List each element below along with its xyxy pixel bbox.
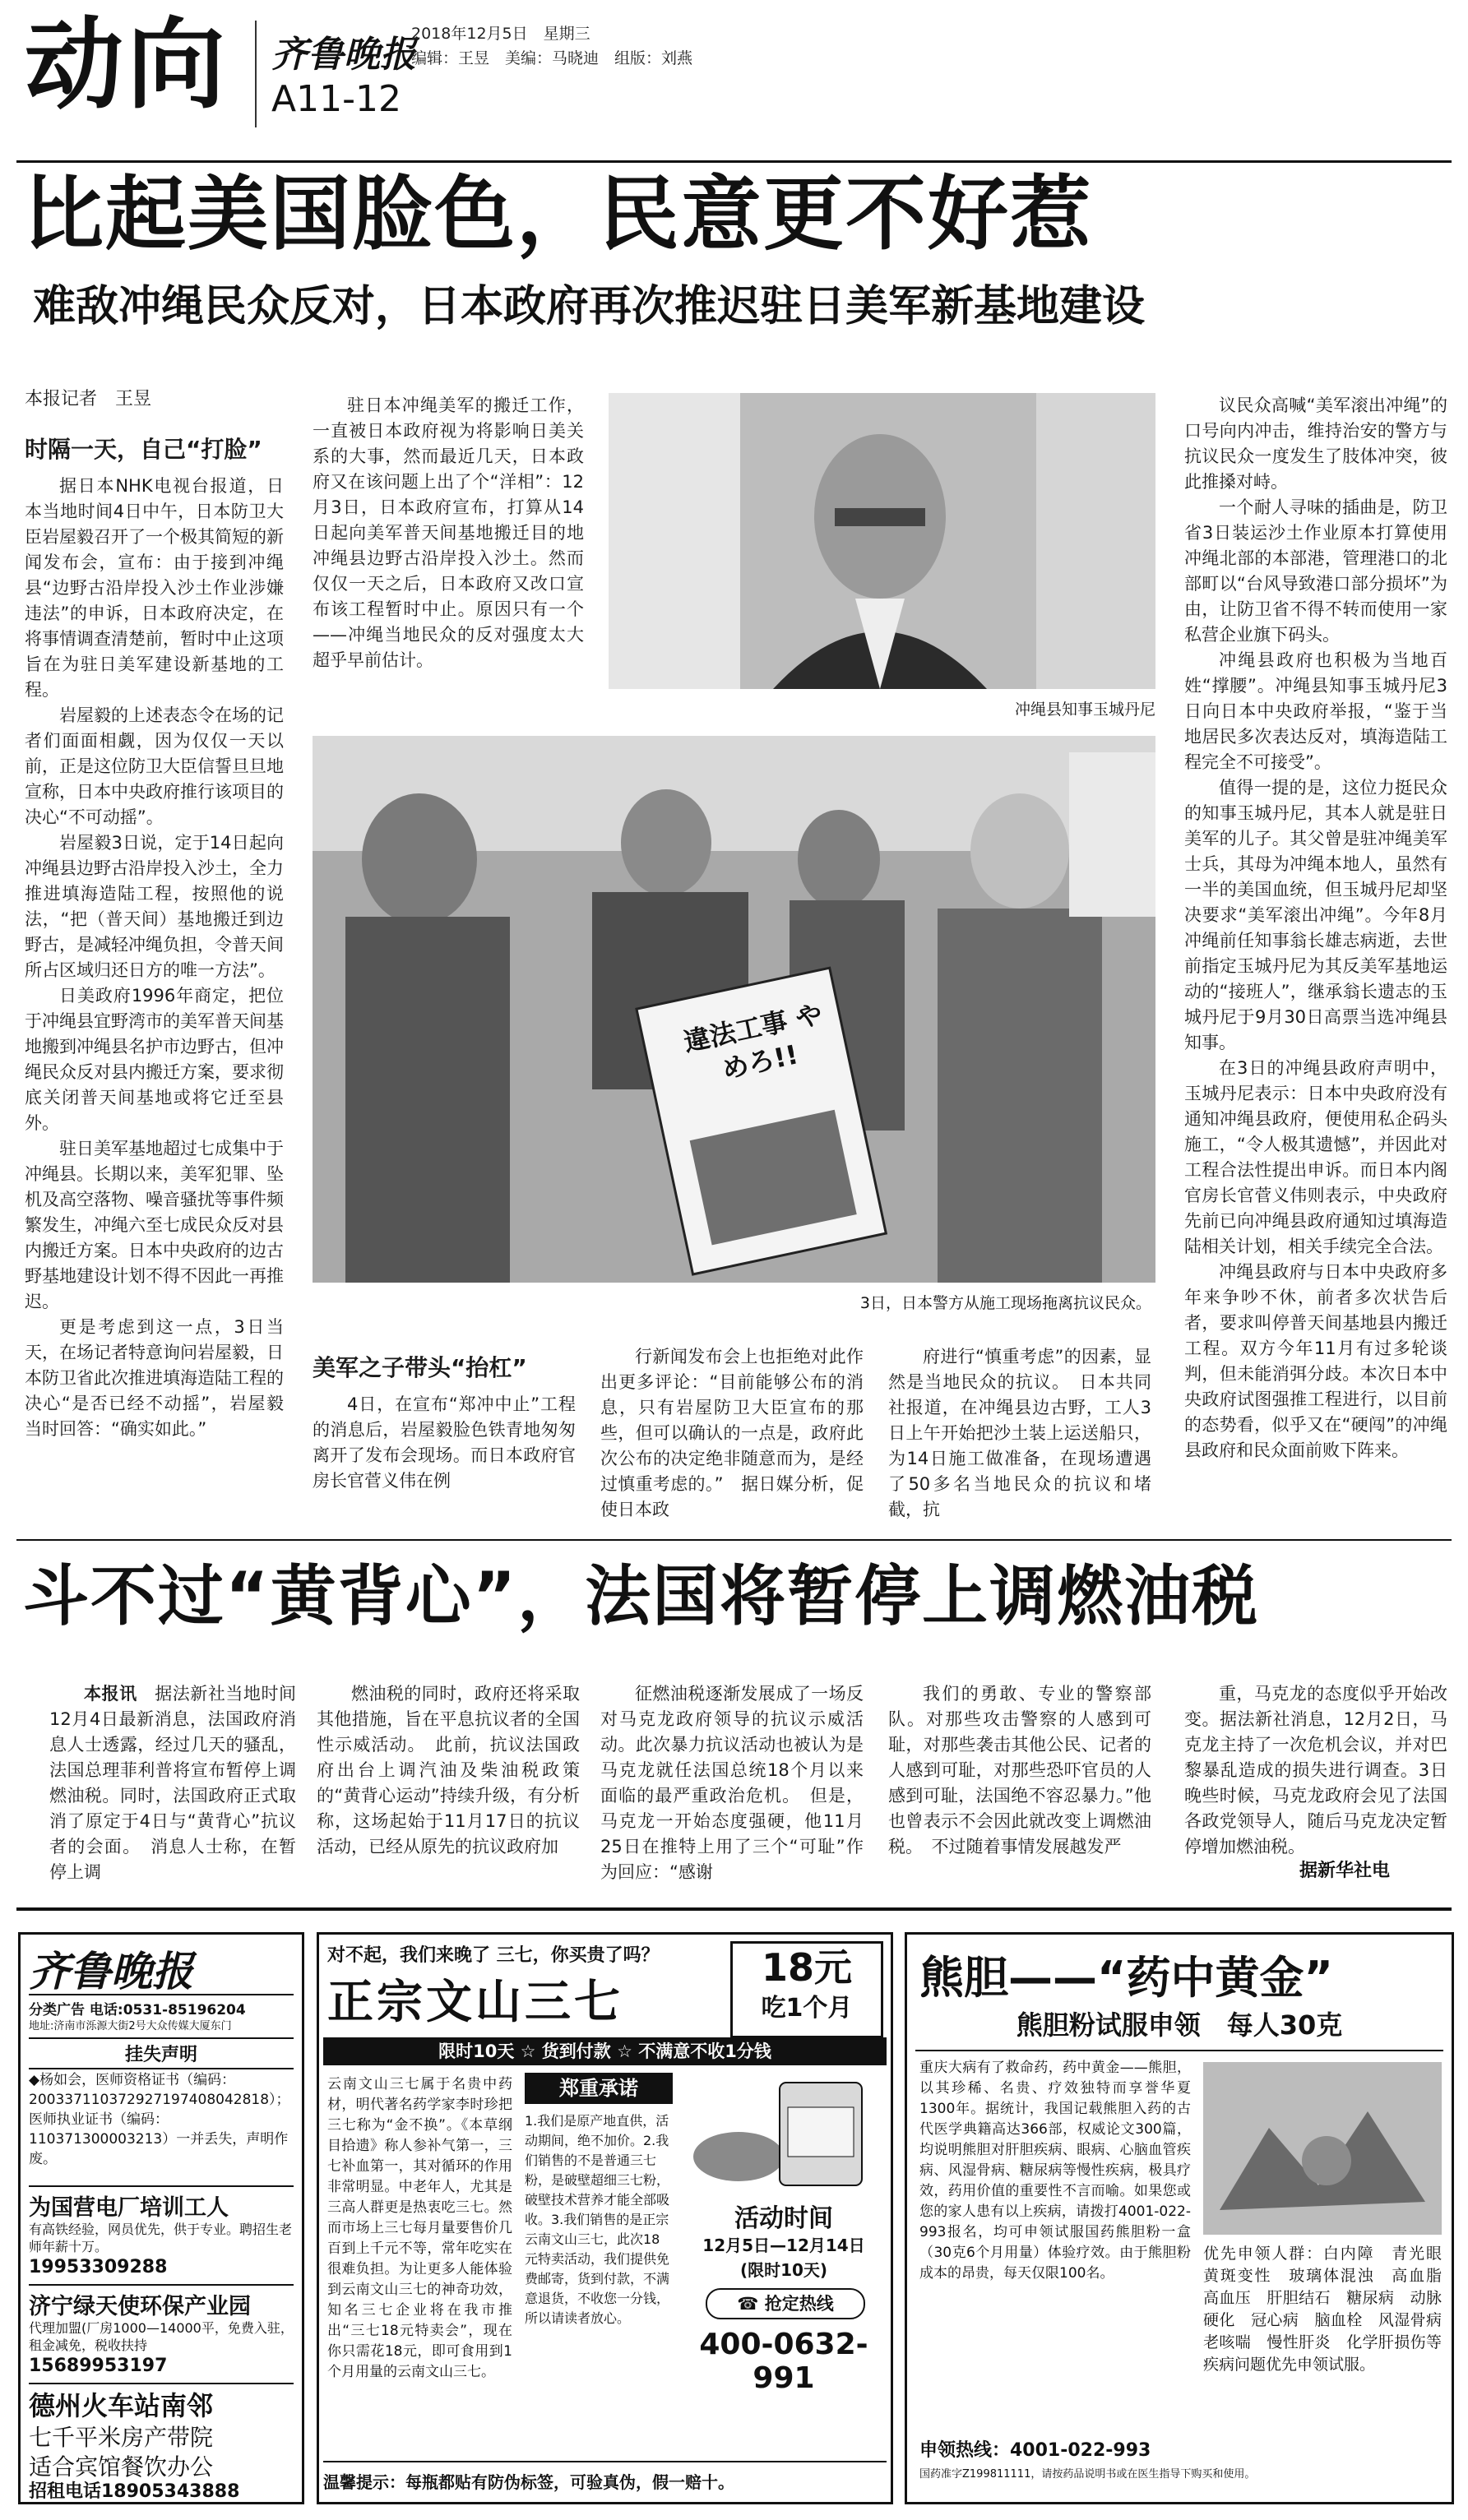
- classified-ad: [18, 1932, 304, 2504]
- right-col-paragraphs: [1184, 393, 1447, 1463]
- sanqi-hotline-label: [706, 2288, 865, 2319]
- governor-photo-image: [609, 393, 1155, 689]
- classified-divider-1: [29, 2185, 294, 2187]
- phone-icon: ☎: [737, 2294, 759, 2314]
- col2-paragraphs: [313, 393, 584, 673]
- sanqi-limit-bar: 限时10天 ☆ 货到付款 ☆ 不满意不收1分钱: [323, 2037, 887, 2065]
- ad3-line3: 适合宾馆餐饮办公: [29, 2453, 214, 2481]
- sanqi-price-unit: 吃1个月: [761, 1994, 853, 2023]
- xiongdan-hotline: 申领热线：4001-022-993: [919, 2440, 1151, 2461]
- col-b3-text: 府进行“慎重考虑”的因素，显然是当地民众的抗议。 日本共同社报道，在冲绳县边古野，工人3日上午开始把沙土装上运送船只，为14日施工做准备，在现场遭遇了50多名当地民众的抗议和堵截，抗: [888, 1347, 1151, 1519]
- sanqi-price: 18元: [761, 1945, 852, 1990]
- col1-paragraph: 岩屋毅3日说，定于14日起向冲绳县边野古沿岸投入沙土，全力推进填海造陆工程，按照他的说法，“把（普天间）基地搬迁到边野古，是减轻冲绳负担，令普天间所占区域归还日方的唯一方法”。: [25, 833, 284, 980]
- ad3-title: 德州火车站南邻: [29, 2390, 214, 2421]
- story-separator: [16, 1539, 1452, 1541]
- sanqi-product-image: [689, 2074, 878, 2189]
- col1-paragraph: 日美政府1996年商定，把位于冲绳县宜野湾市的美军普天间基地搬到冲绳县名护市边野古，但冲绳民众反对县内搬迁方案，要求彻底关闭普天间基地或将它迁至县外。: [25, 986, 284, 1133]
- ads-separator: [16, 1907, 1452, 1911]
- section-heading-1: 时隔一天，自己“打脸”: [25, 436, 262, 463]
- xiongdan-body: 重庆大病有了救命药，药中黄金——熊胆，以其珍稀、名贵、疗效独特而享誉华夏1300年。据统计，我国记载熊胆入药的古代医学典籍高达366部，权威论文300篇，均说明熊胆对肝胆疾病、眼病、心脑血管疾病、风湿骨病、糖尿病等慢性疾病，极具疗效，药用价值的重要性不言而喻。如果您或您的家人患有以上疾病，请拨打4001-022-993报名，均可申领试服国药熊胆粉一盒（30克6个月用量）体验疗效。由于熊胆粉成本的昂贵，每天仅限100名。: [919, 2060, 1191, 2282]
- ad1-phone: 19953309288: [29, 2257, 168, 2277]
- story1-col-b1: [313, 1315, 576, 1521]
- story1-col-right: [1184, 393, 1447, 1521]
- protest-sign-text: 違法工事 やめろ!!: [680, 998, 826, 1085]
- right-col-paragraph: 在3日的冲绳县政府声明中，玉城丹尼表示：日本中央政府没有通知冲绳县政府，便使用私企码头施工，“令人极其遗憾”，并因此对工程合法性提出申诉。而日本内阁官房长官菅义伟则表示，中央政府先前已向冲绳县政府通知过填海造陆相关计划，相关手续完全合法。: [1184, 1058, 1447, 1256]
- col1-paragraph: 更是考虑到这一点，3日当天，在场记者特意询问岩屋毅，日本防卫省此次推进填海造陆工程的决心“是否已经不动摇”，岩屋毅当时回答：“确实如此。”: [25, 1317, 284, 1439]
- story1-headline: 比起美国脸色，民意更不好惹: [23, 168, 1093, 261]
- photo-governor: [609, 393, 1155, 689]
- sanqi-hotline: 400-0632-991: [699, 2328, 868, 2395]
- right-col-paragraph: 值得一提的是，这位力挺民众的知事玉城丹尼，其本人就是驻日美军的儿子。其父曾是驻冲绳美军士兵，其母为冲绳本地人，虽然有一半的美国血统，但玉城丹尼却坚决要求“美军滚出冲绳”。今年8月冲绳前任知事翁长雄志病逝，去世前指定玉城丹尼为其反美军基地运动的“接班人”，继承翁长遗志的玉城丹尼于9月30日高票当选冲绳县知事。: [1184, 778, 1447, 1052]
- sanqi-event-title: 活动时间: [734, 2204, 833, 2233]
- col1-paragraph: 据日本NHK电视台报道，日本当地时间4日中午，日本防卫大臣岩屋毅召开了一个极其简短的新闻发布会，宣布：由于接到冲绳县“边野古沿岸投入沙土作业涉嫌违法”的申诉，日本政府决定，在将事情调查清楚前，暂时中止这项旨在为驻日美军建设新基地的工程。: [25, 476, 284, 700]
- story1-col2: [313, 393, 584, 705]
- xiongdan-ad: [905, 1932, 1458, 2504]
- classified-divider-2: [29, 2284, 294, 2286]
- right-col-paragraph: 冲绳县政府也积极为当地百姓“撑腰”。冲绳县知事玉城丹尼3日向日本中央政府举报，“鉴于当地居民多次表达反对，填海造陆工程完全不可接受”。: [1184, 650, 1447, 772]
- ad1-text: 有高铁经验，网员优先，供于专业。聘招生老师年薪十万。: [29, 2222, 293, 2254]
- story2-col2: [317, 1681, 580, 1887]
- section-title: 动向: [25, 8, 229, 123]
- classified-phone: 分类广告 电话:0531-85196204: [29, 1994, 294, 2018]
- story2-col4-text: 我们的勇敢、专业的警察部队。对那些攻击警察的人感到可耻，对那些袭击其他公民、记者的人感到可耻，对那些恐吓官员的人感到可耻，法国绝不容忍暴力。”他也曾表示不会因此就改变上调燃油税。 不过随着事情发展越发严: [888, 1684, 1151, 1856]
- ad2-text: 代理加盟(厂房1000—14000平，免费入驻，租金减免，税收扶持: [29, 2320, 294, 2353]
- col-b1-text: 4日，在宣布“郑冲中止”工程的消息后，岩屋毅脸色铁青地匆匆离开了发布会现场。而日本政府官房长官菅义伟在例: [313, 1394, 576, 1491]
- issue-date: 2018年12月5日 星期三: [411, 25, 590, 43]
- newspaper-name: 齐鲁晚报: [271, 34, 416, 76]
- story2-source: 据新华社电: [1299, 1861, 1391, 1881]
- story2-col2-text: 燃油税的同时，政府还将采取其他措施，旨在平息抗议者的全国性示威活动。 此前，抗议法国政府出台上调汽油及柴油税政策的“黄背心运动”持续升级，有分析称，这场起始于11月17日的抗议活动，已经从原先的抗议政府加: [317, 1684, 580, 1856]
- story1-col-b2: [600, 1344, 864, 1521]
- editors: 编辑：王昱 美编：马晓迪 组版：刘燕: [411, 49, 693, 67]
- ad3-line2: 七千平米房产带院: [29, 2424, 214, 2451]
- story2-col1-text: 据法新社当地时间12月4日最新消息，法国政府消息人士透露，经过几天的骚乱，法国总理菲利普将宣布暂停上调燃油税。同时，法国政府正式取消了原定于4日与“黄背心”抗议者的会面。 消息人士称，在暂停上调: [49, 1684, 297, 1882]
- classified-divider-3: [29, 2383, 294, 2384]
- header-meta: [411, 21, 692, 71]
- col2-paragraph: 驻日本冲绳美军的搬迁工作，一直被日本政府视为将影响日美关系的大事，然而最近几天，日本政府又在该问题上出了个“洋相”：12月3日，日本政府宣布，打算从14日起向美军普天间基地搬迁目的地冲绳县边野古沿岸投入沙土。然而仅仅一天之后，日本政府又改口宣布该工程暂时中止。原因只有一个——冲绳当地民众的反对强度太大超乎早前估计。: [313, 395, 584, 670]
- story1-col-b3: [888, 1344, 1151, 1521]
- header-rule: [16, 160, 1452, 163]
- story2-col4: [888, 1681, 1151, 1887]
- photo-protest: [313, 736, 1155, 1283]
- lost-notice-text: ◆杨如会，医师资格证书（编码：200337110372927197408042818）；医师执业证书（编码：110371300003213）一并丢失，声明作废。: [29, 2072, 290, 2167]
- byline: 本报记者 王昱: [25, 389, 152, 409]
- xiongdan-title: 熊胆——“药中黄金”: [919, 1952, 1333, 2004]
- xiongdan-product-image: [1203, 2062, 1442, 2235]
- story1-subhead: 难敌冲绳民众反对，日本政府再次推迟驻日美军新基地建设: [33, 282, 1146, 331]
- right-col-paragraph: 议民众高喊“美军滚出冲绳”的口号向内冲击，维持治安的警方与抗议民众一度发生了肢体冲突，彼此推搡对峙。: [1184, 395, 1447, 492]
- col-b2-text: 行新闻发布会上也拒绝对此作出更多评论：“目前能够公布的消息，只有岩屋防卫大臣宣布的那些，但可以确认的一点是，政府此次公布的决定绝非随意而为，是经过慎重考虑的。” 据日媒分析，促使日本政: [600, 1347, 864, 1519]
- sanqi-top-line: 对不起，我们来晚了 三七，你买贵了吗？: [327, 1945, 660, 1966]
- ad2-title: 济宁绿天使环保产业园: [29, 2294, 251, 2319]
- lost-notice-title: 挂失声明: [29, 2037, 294, 2069]
- header-divider: [255, 21, 257, 127]
- right-col-paragraph: 一个耐人寻味的插曲是，防卫省3日装运沙土作业原本打算使用冲绳北部的本部港，管理港口的北部町以“台风导致港口部分损坏”为由，让防卫省不得不转而使用一家私营企业旗下码头。: [1184, 497, 1447, 645]
- sanqi-promise-title: 郑重承诺: [525, 2073, 673, 2104]
- protest-photo-image: [313, 736, 1155, 1283]
- story2-col5-text: 重，马克龙的态度似乎开始改变。据法新社消息，12月2日，马克龙主持了一次危机会议，并对巴黎暴乱造成的损失进行调查。3日晚些时候，马克龙政府会见了法国各政党领导人，随后马克龙决定暂停增加燃油税。: [1184, 1684, 1447, 1856]
- xiongdan-subtitle: 熊胆粉试服申领 每人30克: [1016, 2009, 1343, 2041]
- story2-col3-text: 征燃油税逐渐发展成了一场反对马克龙政府领导的抗议示威活动。此次暴力抗议活动也被认为是马克龙就任法国总统18个月以来面临的最严重政治危机。 但是，马克龙一开始态度强硬，他11月25日在推特上用了三个“可耻”作为回应：“感谢: [600, 1684, 864, 1882]
- page-number: A11-12: [271, 78, 401, 120]
- classified-logo: 齐鲁晚报: [29, 1948, 193, 1995]
- story2-col1: [49, 1681, 296, 1887]
- xiongdan-divider: [915, 2050, 1443, 2051]
- section-heading-2: 美军之子带头“抬杠”: [313, 1354, 527, 1381]
- sanqi-promise: 1.我们是原产地直供，活动期间，绝不加价。2.我们销售的不是普通三七粉，是破壁超细三七粉，破壁技术营养才能全部吸收。3.我们销售的是正宗云南文山三七，此次18元特卖活动，我们提供免费邮寄，货到付款，不满意退货，不收您一分钱，所以请读者放心。: [525, 2113, 670, 2326]
- sanqi-event-date: 12月5日—12月14日: [702, 2236, 865, 2255]
- sanqi-footer: 温馨提示：每瓶都贴有防伪标签，可验真伪，假一赔十。: [323, 2461, 887, 2493]
- col1-paragraph: 岩屋毅的上述表态令在场的记者们面面相觑，因为仅仅一天以前，正是这位防卫大臣信誓旦旦地宣称，日本中央政府推行该项目的决心“不可动摇”。: [25, 705, 284, 827]
- col1-paragraph: 驻日美军基地超过七成集中于冲绳县。长期以来，美军犯罪、坠机及高空落物、噪音骚扰等事件频繁发生，冲绳六至七成民众反对县内搬迁方案。日本中央政府的边古野基地建设计划不得不因此一再推迟。: [25, 1139, 284, 1311]
- right-col-paragraph: 冲绳县政府与日本中央政府多年来争吵不休，前者多次状告后者，要求叫停普天间基地县内搬迁工程。双方今年11月有过多轮谈判，但未能消弭分歧。本次日本中央政府试图强推工程进行，以目前的态势看，似乎又在“硬闯”的冲绳县政府和民众面前败下阵来。: [1184, 1262, 1447, 1460]
- sanqi-ad: [317, 1932, 893, 2504]
- col1-paragraphs: [25, 474, 284, 1442]
- sanqi-event-limit: (限时10天): [739, 2260, 828, 2280]
- ad1-title: 为国营电厂培训工人: [29, 2195, 229, 2221]
- sanqi-body: 云南文山三七属于名贵中药材，明代著名药学家李时珍把三七称为“金不换”。《本草纲目拾遗》称人参补气第一，三七补血第一，其对循环的作用非常明显。中老年人，尤其是三高人群更是热衷吃三七。然而市场上三七每月量要售价几百到上千元不等，常年吃实在很难负担。为让更多人能体验到云南文山三七的神奇功效，知名三七企业将在我市推出“三七18元特卖会”，现在你只需花18元，即可食用到1个月用量的云南文山三七。: [327, 2076, 512, 2380]
- photo1-caption: 冲绳县知事玉城丹尼: [1014, 701, 1155, 719]
- story2-headline: 斗不过“黄背心”，法国将暂停上调燃油税: [23, 1558, 1260, 1635]
- xiongdan-footer: 国药准字Z199811111，请按药品说明书或在医生指导下购买和使用。: [919, 2468, 1256, 2481]
- photo2-caption: 3日，日本警方从施工现场拖离抗议民众。: [859, 1294, 1151, 1312]
- story2-col5: [1184, 1681, 1447, 1854]
- ad2-phone: 15689953197: [29, 2356, 168, 2376]
- xiongdan-suitable: 优先申领人群：白内障 青光眼 黄斑变性 玻璃体混浊 高血脂 高血压 肝胆结石 糖尿病 动脉硬化 冠心病 脑血栓 风湿骨病 老咳喘 慢性肝炎 化学肝损伤等疾病问题优先申领试服。: [1203, 2245, 1458, 2374]
- story2-col3: [600, 1681, 864, 1887]
- story2-byline: 本报讯: [84, 1684, 137, 1704]
- classified-address: 地址:济南市泺源大街2号大众传媒大厦东门: [29, 2020, 232, 2032]
- story1-col1: [25, 386, 284, 1513]
- sanqi-title: 正宗文山三七: [327, 1976, 623, 2029]
- sanqi-price-box: [730, 1941, 883, 2038]
- sanqi-hotline-label-text: 抢定热线: [764, 2294, 834, 2314]
- ad3-phone: 招租电话18905343888: [29, 2481, 240, 2502]
